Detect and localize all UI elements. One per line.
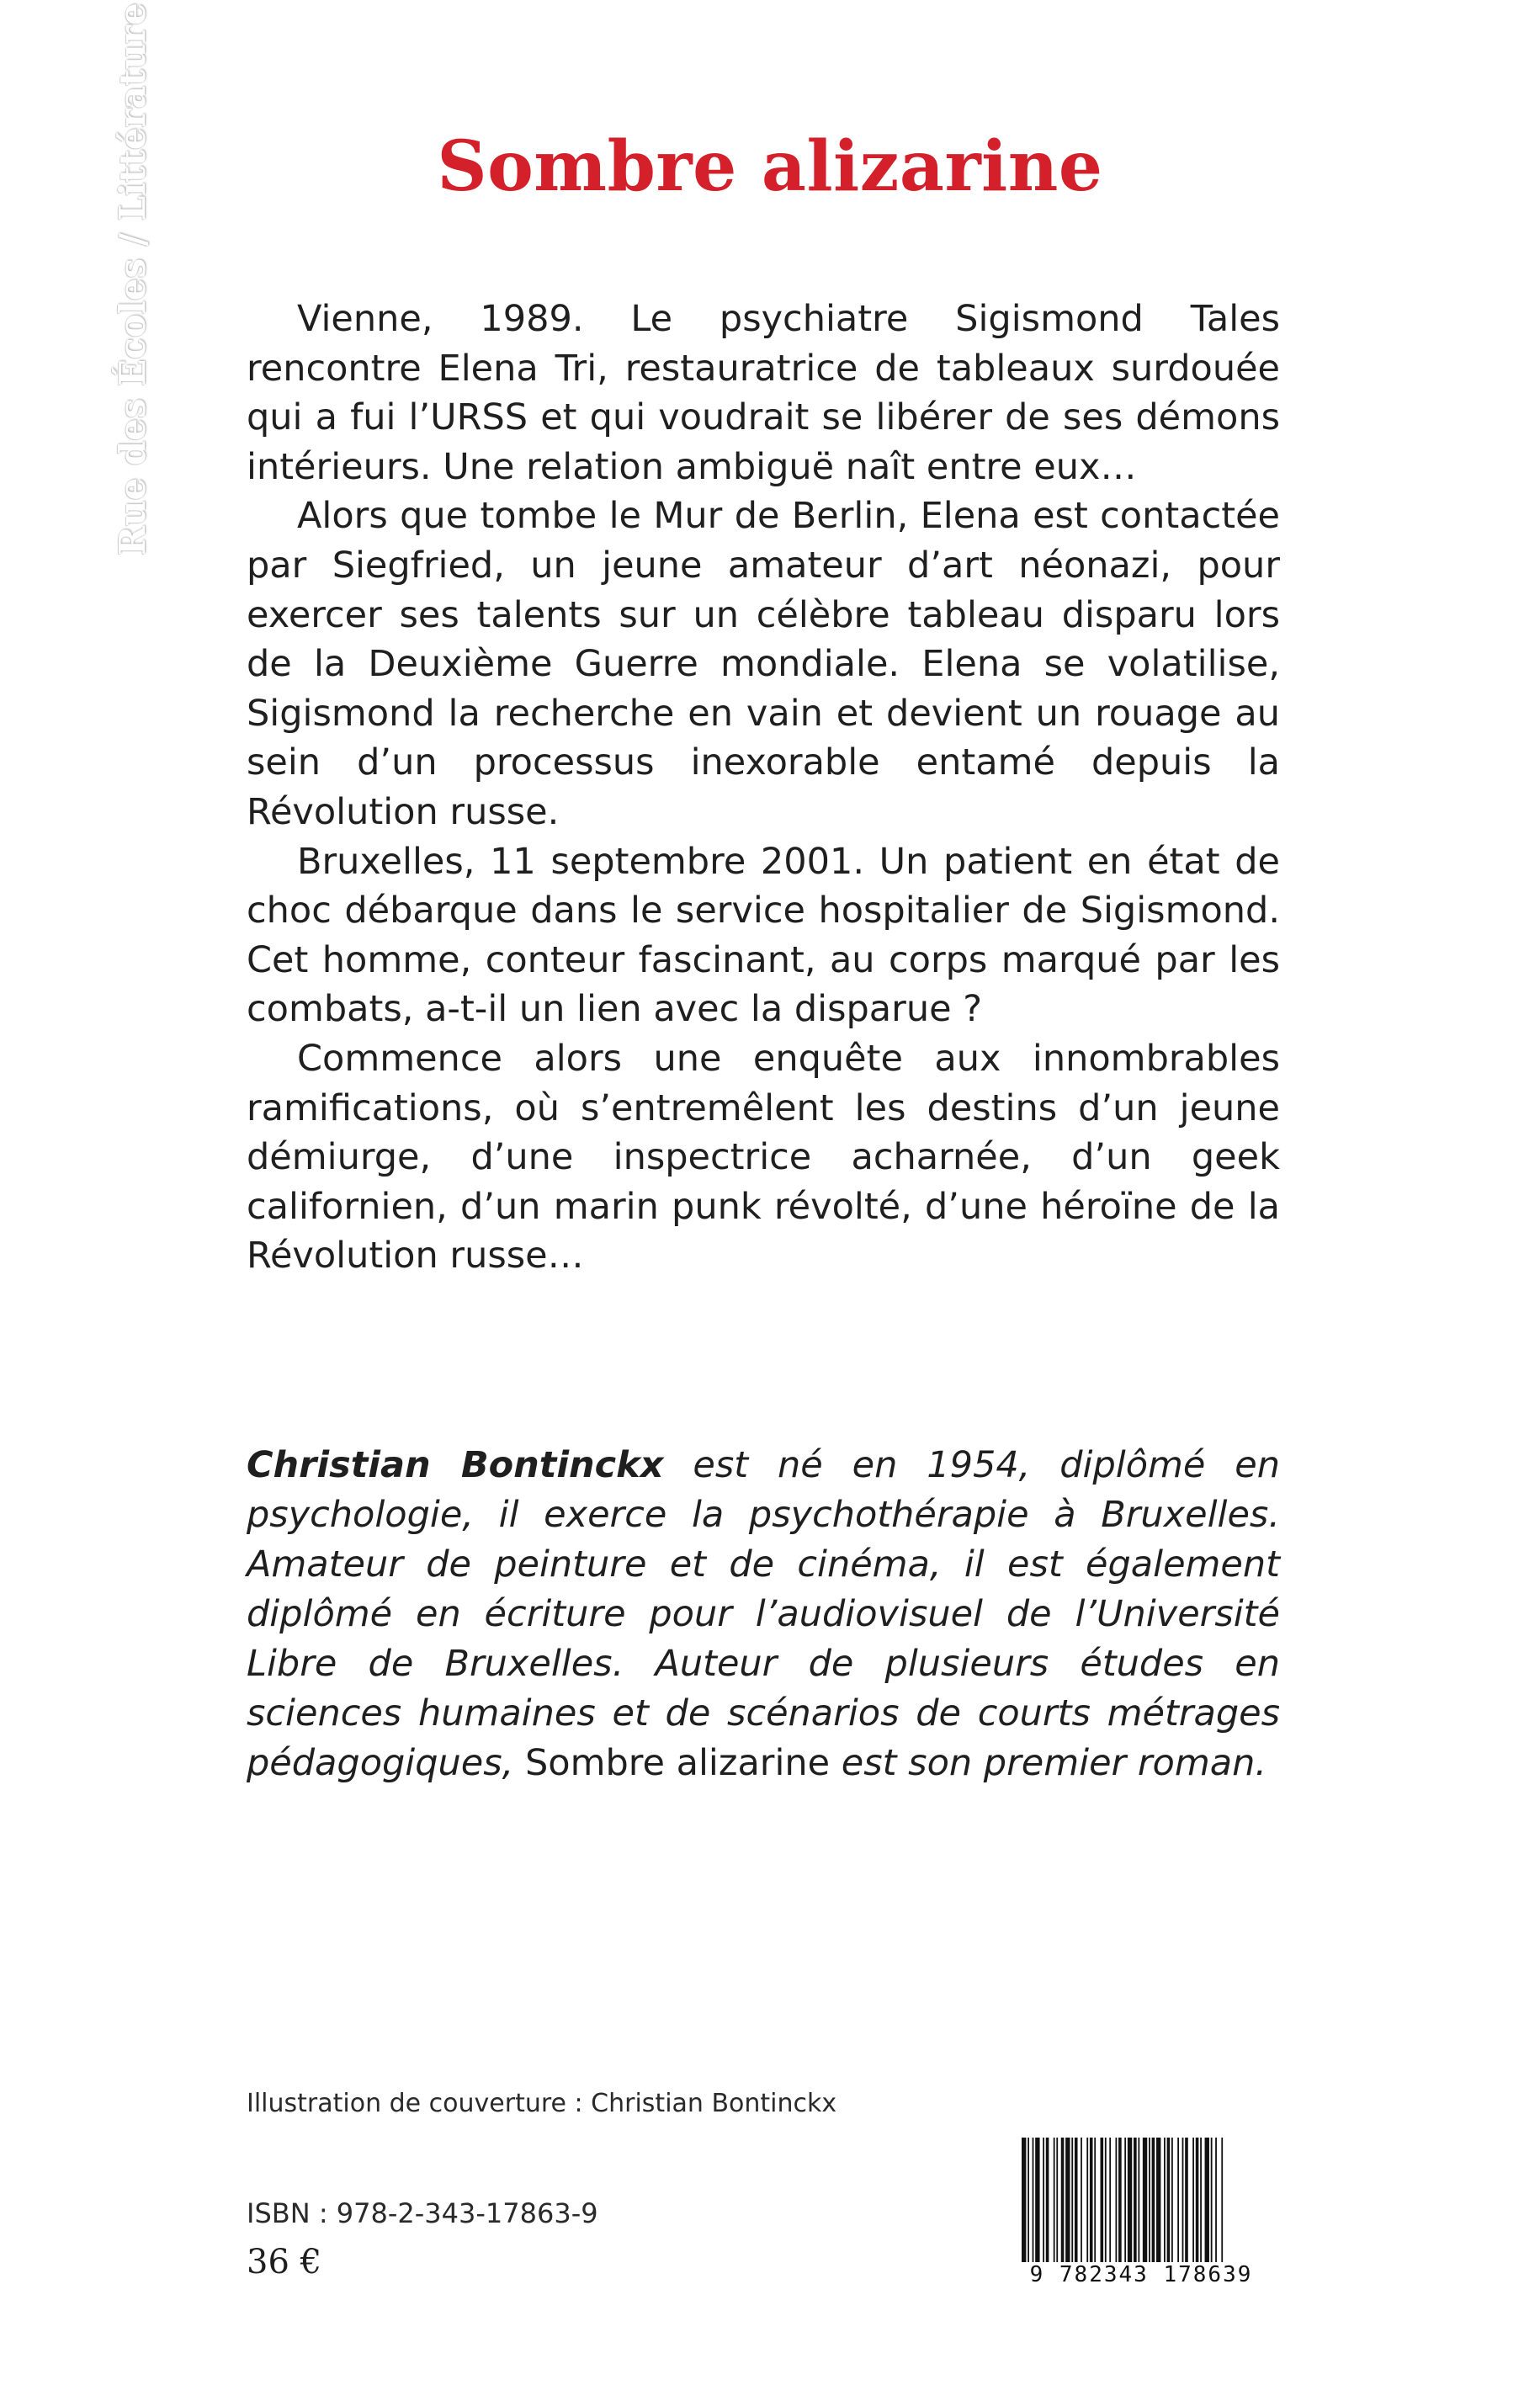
synopsis-paragraph: Commence alors une enquête aux innombrables ramifications, où s’entremêlent les destins d’un jeune démiurge, d’une inspectrice acharnée, d’un geek californien, d’un marin punk révolté, d’une héroïne de la Révolution russe… [247, 1037, 1280, 1277]
barcode-bar [1109, 2138, 1111, 2272]
barcode-bar [1043, 2138, 1044, 2272]
bio-text: est né en 1954, diplômé en psychologie, il exerce la psychothérapie à Bruxelles. Amateur de peinture et de cinéma, il est également diplômé en écriture pour l’audiovisuel de l’Université Libre de Bruxelles. Auteur de plusieurs études en sciences humaines et de scénarios de courts métrages pédagogiques, [247, 1444, 1280, 1784]
barcode-bar [1090, 2138, 1093, 2272]
barcode-bar [1196, 2138, 1199, 2272]
barcode-bar [1105, 2138, 1107, 2272]
barcode-bar [1200, 2138, 1202, 2272]
barcode-bar [1171, 2138, 1173, 2272]
barcode-bar [1075, 2138, 1078, 2272]
barcode-bar [1061, 2138, 1065, 2272]
author-bio [247, 1441, 1280, 1788]
barcode-bar [1164, 2138, 1166, 2272]
barcode-bar [1035, 2138, 1039, 2272]
barcode-bar [1118, 2138, 1122, 2272]
barcode-bar [1086, 2138, 1088, 2272]
barcode-bar [1143, 2138, 1147, 2272]
barcode-bar [1138, 2138, 1139, 2272]
barcode-bar [1056, 2138, 1058, 2272]
bio-title-mention: Sombre alizarine [524, 1742, 831, 1784]
barcode-bar [1185, 2138, 1188, 2272]
cover-illustration-credit: Illustration de couverture : Christian Bontinckx [247, 2089, 837, 2118]
barcode-bar [1167, 2138, 1171, 2272]
barcode-bar [1215, 2138, 1217, 2272]
synopsis [247, 295, 1280, 1281]
price: 36 € [247, 2243, 322, 2281]
barcode-bar [1182, 2138, 1184, 2272]
barcode-bar [1124, 2138, 1126, 2272]
bio-text-end: est son premier roman. [830, 1742, 1267, 1784]
barcode-bar [1022, 2138, 1026, 2272]
barcode-bar [1156, 2138, 1160, 2272]
synopsis-paragraph: Alors que tombe le Mur de Berlin, Elena est contactée par Siegfried, un jeune amateur d’art néonazi, pour exercer ses talents sur un célèbre tableau disparu lors de la Deuxième Guerre mondiale. Elena se volatilise, Sigismond la recherche en vain et devient un rouage au sein d’un processus inexorable entamé depuis la Révolution russe. [247, 495, 1280, 833]
synopsis-paragraph: Bruxelles, 11 septembre 2001. Un patient en état de choc débarque dans le service hospitalier de Sigismond. Cet homme, conteur fascinant, au corps marqué par les combats, a-t-il un lien avec la disparue ? [247, 840, 1280, 1031]
barcode-bars-icon [1018, 2138, 1264, 2272]
barcode-bar [1071, 2138, 1073, 2272]
barcode-bar [1065, 2138, 1070, 2272]
barcode-bar [1033, 2138, 1034, 2272]
barcode-bar [1128, 2138, 1132, 2272]
spine-collection-label: Rue des Écoles / Littérature [112, 3, 153, 555]
barcode-bar [1149, 2138, 1150, 2272]
barcode-bar [1094, 2138, 1096, 2272]
barcode-bar [1046, 2138, 1049, 2272]
barcode-bar [1028, 2138, 1029, 2272]
synopsis-paragraph: Vienne, 1989. Le psychiatre Sigismond Tales rencontre Elena Tri, restauratrice de tableaux surdouée qui a fui l’URSS et qui voudrait se libérer de ses démons intérieurs. Une relation ambiguë naît entre eux… [247, 298, 1280, 488]
book-title: Sombre alizarine [437, 126, 1103, 207]
author-name: Christian Bontinckx [247, 1444, 664, 1486]
barcode-bar [1211, 2138, 1213, 2272]
barcode-bar [1081, 2138, 1082, 2272]
barcode-bar [1115, 2138, 1117, 2272]
barcode-bar [1221, 2138, 1223, 2272]
barcode-bar [1177, 2138, 1179, 2272]
barcode-number: 9 782343 178639 [1018, 2262, 1264, 2287]
barcode-bar [1152, 2138, 1155, 2272]
barcode-bar [1054, 2138, 1055, 2272]
barcode-bar [1101, 2138, 1104, 2272]
barcode-bar [1134, 2138, 1137, 2272]
barcode [1018, 2138, 1264, 2306]
isbn: ISBN : 978-2-343-17863-9 [247, 2197, 598, 2229]
barcode-bar [1205, 2138, 1209, 2272]
barcode-bar [1192, 2138, 1194, 2272]
